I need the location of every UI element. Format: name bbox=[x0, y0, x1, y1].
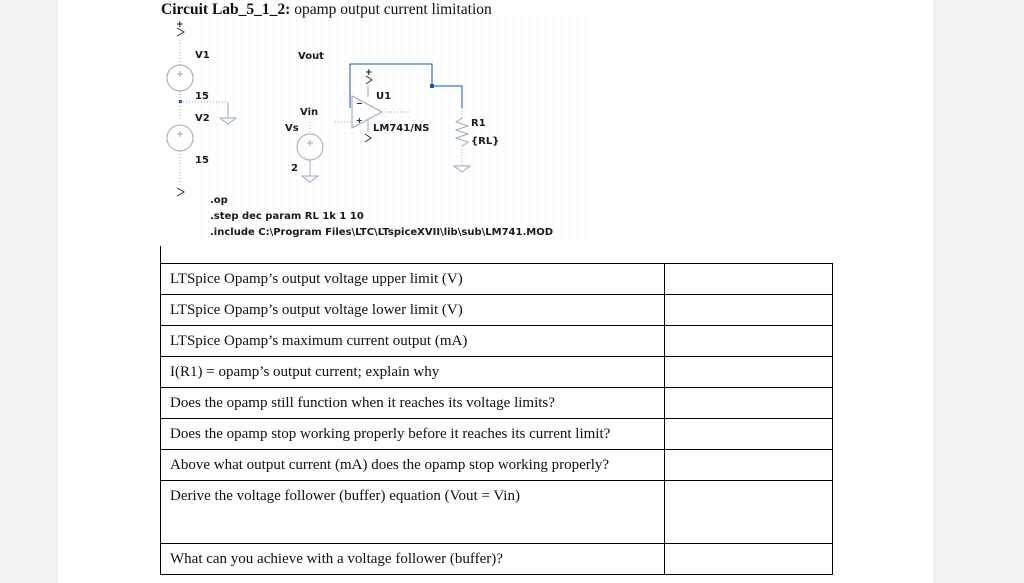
vs-value: 2 bbox=[291, 163, 298, 174]
directive-op: .op bbox=[210, 195, 228, 206]
answer-cell[interactable] bbox=[665, 357, 833, 388]
question-cell: Does the opamp still function when it reaches its voltage limits? bbox=[161, 388, 665, 419]
answer-cell[interactable] bbox=[665, 326, 833, 357]
vout-label: Vout bbox=[298, 51, 324, 62]
question-cell: I(R1) = opamp’s output current; explain why bbox=[161, 357, 665, 388]
answer-cell[interactable] bbox=[665, 419, 833, 450]
table-row bbox=[161, 544, 833, 575]
answer-cell[interactable] bbox=[665, 544, 833, 575]
supply-plus-mark: + bbox=[176, 20, 184, 30]
v1-label: V1 bbox=[195, 50, 210, 61]
v1-value: 15 bbox=[195, 91, 209, 102]
question-cell: LTSpice Opamp’s output voltage upper limit (V) bbox=[161, 264, 665, 295]
v2-source bbox=[167, 125, 193, 151]
table-row bbox=[161, 481, 833, 544]
opamp-plus-mark: + bbox=[365, 68, 373, 78]
answer-cell[interactable] bbox=[665, 388, 833, 419]
table-row bbox=[161, 450, 833, 481]
r1-value: {RL} bbox=[471, 136, 500, 147]
lab-title-rest: opamp output current limitation bbox=[294, 1, 492, 18]
answer-cell[interactable] bbox=[665, 264, 833, 295]
vs-label: Vs bbox=[285, 123, 299, 134]
question-cell: LTSpice Opamp’s maximum current output (mA) bbox=[161, 326, 665, 357]
opamp-model-label: LM741/NS bbox=[373, 123, 430, 134]
table-row bbox=[161, 326, 833, 357]
table-row bbox=[161, 388, 833, 419]
question-cell: What can you achieve with a voltage follower (buffer)? bbox=[161, 544, 665, 575]
vin-label: Vin bbox=[300, 107, 319, 118]
question-cell: LTSpice Opamp’s output voltage lower limit (V) bbox=[161, 295, 665, 326]
table-row bbox=[161, 419, 833, 450]
question-cell: Above what output current (mA) does the opamp stop working properly? bbox=[161, 450, 665, 481]
table-connector-line bbox=[160, 246, 161, 264]
answer-cell[interactable] bbox=[665, 481, 833, 544]
supply-minus-flag bbox=[177, 188, 184, 196]
svg-text:+: + bbox=[356, 116, 363, 125]
directive-step: .step dec param RL 1k 1 10 bbox=[210, 211, 364, 222]
question-table bbox=[160, 263, 833, 575]
table-row bbox=[161, 264, 833, 295]
v2-value: 15 bbox=[195, 155, 209, 166]
v1-source bbox=[167, 65, 193, 91]
v2-label: V2 bbox=[195, 113, 210, 124]
u1-label: U1 bbox=[376, 91, 392, 102]
table-row bbox=[161, 295, 833, 326]
question-cell: Derive the voltage follower (buffer) equation (Vout = Vin) bbox=[161, 481, 665, 544]
question-cell: Does the opamp stop working properly before it reaches its current limit? bbox=[161, 419, 665, 450]
answer-cell[interactable] bbox=[665, 450, 833, 481]
lab-title bbox=[161, 1, 492, 19]
table-row bbox=[161, 357, 833, 388]
r1-label: R1 bbox=[471, 118, 486, 129]
svg-text:−: − bbox=[356, 99, 363, 108]
directive-include: .include C:\Program Files\LTC\LTspiceXVII\lib\sub\LM741.MOD bbox=[210, 227, 554, 238]
lab-title-bold: Circuit Lab_5_1_2: bbox=[161, 1, 291, 18]
circuit-schematic bbox=[160, 20, 590, 242]
answer-cell[interactable] bbox=[665, 295, 833, 326]
